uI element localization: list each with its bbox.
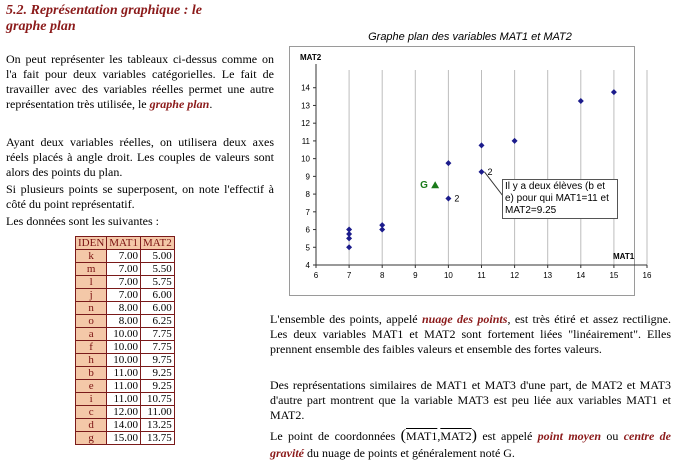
centroid-marker	[431, 181, 439, 188]
y-tick-label: 11	[301, 136, 310, 146]
y-tick-label: 9	[305, 172, 310, 182]
y-axis-label: MAT2	[300, 53, 322, 62]
intro-text: On peut représenter les tableaux ci-dessus comme on l'a fait pour deux variables catégorielles. Le fait de travailler avec des variables réelles permet une autre représentation très utilisée, le	[6, 52, 274, 111]
x-tick-label: 9	[413, 271, 418, 280]
mat2-cell: 10.75	[141, 393, 175, 406]
iden-cell: b	[76, 367, 107, 380]
mat2-cell: 9.25	[141, 367, 175, 380]
y-tick-label: 7	[305, 207, 310, 217]
intro-text-end: .	[209, 97, 213, 111]
x-tick-label: 7	[346, 271, 352, 280]
centroid-label: G	[420, 180, 428, 192]
data-point	[445, 160, 451, 166]
iden-cell: d	[76, 419, 107, 432]
iden-cell: c	[76, 406, 107, 419]
mat2-cell: 7.75	[141, 328, 175, 341]
mat2-cell: 5.00	[141, 250, 175, 263]
y-tick-label: 10	[301, 154, 310, 164]
x-tick-label: 15	[609, 271, 619, 280]
point-count-label: 2	[487, 166, 493, 177]
y-tick-label: 5	[305, 243, 310, 253]
body-paragraph-2: Des représentations similaires de MAT1 et MAT3 d'une part, de MAT2 et MAT3 d'autre part montrent que la variable MAT3 est peu liée aux variables MAT1 et MAT2.	[270, 378, 671, 422]
nuage-term: nuage des points	[421, 312, 508, 326]
x-axis-label: MAT1	[613, 252, 635, 261]
iden-cell: m	[76, 263, 107, 276]
column-header-mat1: MAT1	[107, 237, 141, 250]
mat2-cell: 6.00	[141, 302, 175, 315]
mat2-cell: 7.75	[141, 341, 175, 354]
body-text: L'ensemble des points, appelé	[270, 312, 422, 326]
point-count-label: 2	[454, 193, 460, 204]
y-tick-label: 4	[305, 261, 310, 270]
body-paragraph-1	[270, 312, 671, 357]
iden-cell: a	[76, 328, 107, 341]
column-header-mat2: MAT2	[141, 237, 175, 250]
y-tick-label: 8	[305, 190, 310, 200]
iden-cell: f	[76, 341, 107, 354]
mat1-cell: 8.00	[107, 315, 141, 328]
x-tick-label: 14	[576, 271, 586, 280]
mat1-cell: 10.00	[107, 354, 141, 367]
chart-title: Graphe plan des variables MAT1 et MAT2	[368, 31, 572, 43]
iden-cell: i	[76, 393, 107, 406]
mat1-cell: 11.00	[107, 367, 141, 380]
iden-cell: h	[76, 354, 107, 367]
mat1-cell: 14.00	[107, 419, 141, 432]
mat1-cell: 11.00	[107, 380, 141, 393]
column-header-iden: IDEN	[76, 237, 107, 250]
mat2-cell: 6.25	[141, 315, 175, 328]
x-tick-label: 12	[510, 271, 520, 280]
centre-gravite-term: centre de gravité	[270, 429, 672, 460]
mat1-cell: 10.00	[107, 328, 141, 341]
mat1-cell: 10.00	[107, 341, 141, 354]
x-tick-label: 11	[477, 271, 486, 280]
data-point	[512, 138, 518, 144]
annotation-box: Il y a deux élèves (b et e) pour qui MAT1=11 et MAT2=9.25	[502, 179, 618, 219]
mat2-cell: 11.00	[141, 406, 175, 419]
x-tick-label: 8	[379, 271, 385, 280]
graphe-plan-term: graphe plan	[149, 97, 210, 111]
mat1-cell: 8.00	[107, 302, 141, 315]
data-point	[479, 142, 485, 148]
iden-cell: e	[76, 380, 107, 393]
mean-point-formula: (MAT1,MAT2)	[400, 427, 477, 444]
mat2-cell: 5.50	[141, 263, 175, 276]
mat1-cell: 7.00	[107, 289, 141, 302]
mat1-cell: 15.00	[107, 432, 141, 445]
iden-cell: l	[76, 276, 107, 289]
point-moyen-term: point moyen	[537, 429, 601, 443]
mat1-cell: 12.00	[107, 406, 141, 419]
iden-cell: n	[76, 302, 107, 315]
mat1-cell: 7.00	[107, 263, 141, 276]
y-tick-label: 12	[301, 119, 310, 129]
y-tick-label: 13	[301, 101, 310, 111]
mat2-cell: 13.75	[141, 432, 175, 445]
iden-cell: o	[76, 315, 107, 328]
annotation-leader-line	[485, 172, 504, 196]
intro-paragraph-2: Ayant deux variables réelles, on utilisera deux axes réels placés à angle droit. Les couples de valeurs sont alors des points du plan.	[6, 135, 274, 179]
data-point	[445, 196, 451, 202]
body-text: est appelé	[477, 429, 538, 443]
x-tick-label: 13	[543, 271, 553, 280]
intro-paragraph-4: Les données sont les suivantes :	[6, 214, 159, 228]
iden-cell: k	[76, 250, 107, 263]
body-text: du nuage de points et généralement noté G.	[304, 446, 515, 460]
y-tick-label: 6	[305, 225, 310, 235]
mat2-cell: 6.00	[141, 289, 175, 302]
mat1-cell: 7.00	[107, 250, 141, 263]
mat2-cell: 13.25	[141, 419, 175, 432]
data-point	[578, 98, 584, 104]
mat2-mean: MAT2	[440, 429, 472, 443]
mat2-cell: 5.75	[141, 276, 175, 289]
mat1-cell: 11.00	[107, 393, 141, 406]
intro-paragraph-3: Si plusieurs points se superposent, on note l'effectif à côté du point représentatif.	[6, 182, 274, 211]
body-text: Le point de coordonnées	[270, 429, 401, 443]
mat1-cell: 7.00	[107, 276, 141, 289]
x-tick-label: 16	[642, 271, 652, 280]
x-tick-label: 6	[313, 271, 319, 280]
data-point	[479, 169, 485, 175]
iden-cell: g	[76, 432, 107, 445]
body-paragraph-3	[270, 427, 671, 462]
body-text-rest: , est très étiré et assez rectiligne. Les deux variables MAT1 et MAT2 sont fortement liées "linéairement". Elles prennent ensemble des faibles valeurs et ensemble des fortes valeurs.	[270, 312, 671, 356]
data-point	[346, 227, 352, 233]
data-point	[611, 89, 617, 95]
x-tick-label: 10	[443, 271, 453, 280]
y-tick-label: 14	[301, 83, 310, 93]
body-text: ou	[601, 429, 624, 443]
mat2-cell: 9.75	[141, 354, 175, 367]
mat1-mean: MAT1	[405, 429, 438, 443]
data-point	[346, 244, 352, 250]
data-point	[379, 222, 385, 228]
iden-cell: j	[76, 289, 107, 302]
section-heading: 5.2. Représentation graphique : le graphe plan	[6, 3, 203, 34]
mat2-cell: 9.25	[141, 380, 175, 393]
